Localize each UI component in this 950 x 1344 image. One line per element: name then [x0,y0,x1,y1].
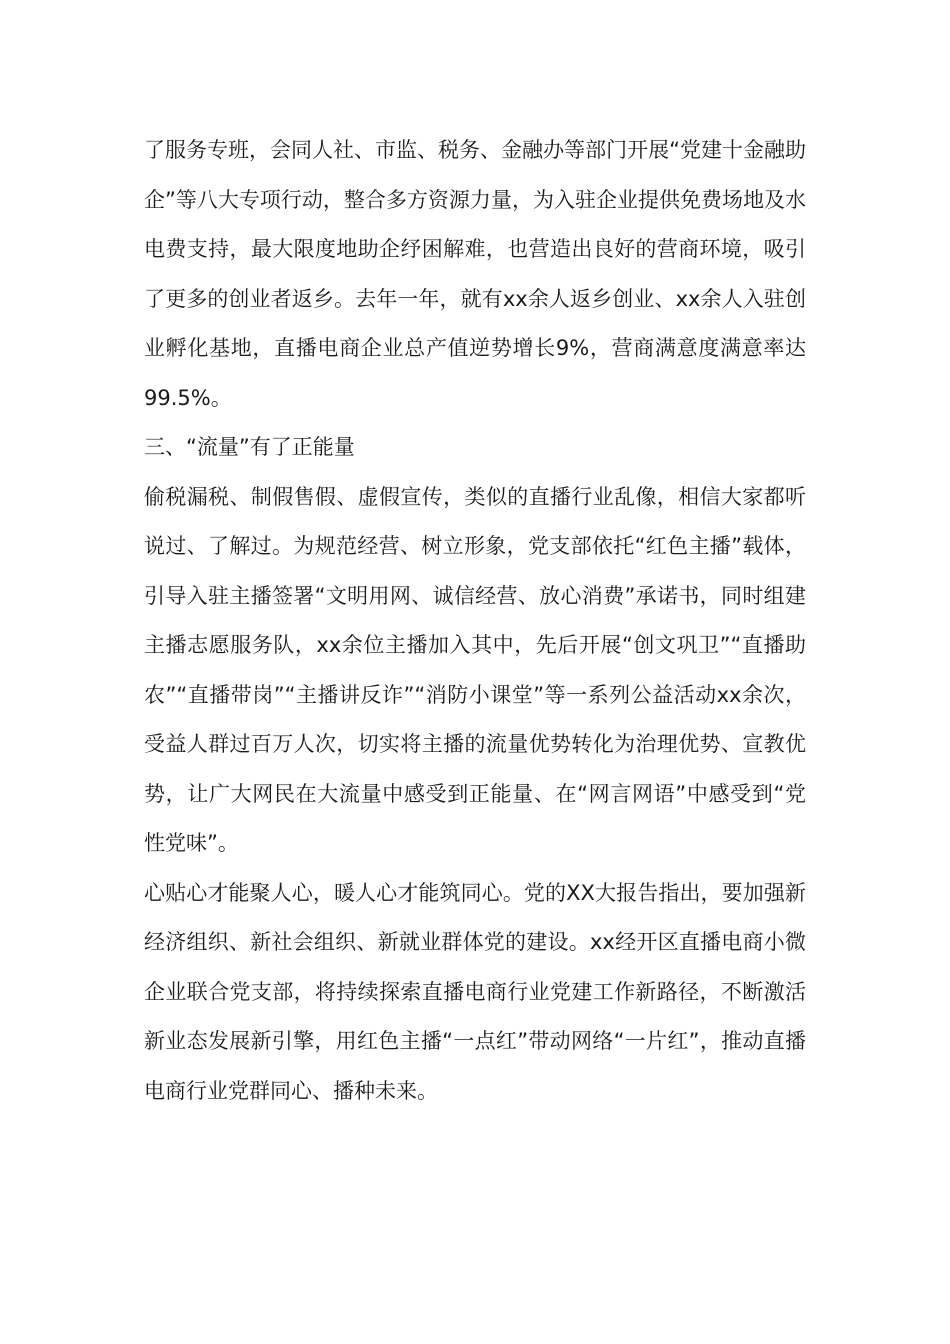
section-heading-traffic: 三、“流量”有了正能量 [144,435,355,459]
paragraph-red-anchors: 偷税漏税、制假售假、虚假宣传，类似的直播行业乱像，相信大家都听说过、了解过。为规范经营、树立形象，党支部依托“红色主播”载体，引导入驻主播签署“文明用网、诚信经营、放心消费”承诺书，同时组建主播志愿服务队，xx余位主播加入其中，先后开展“创文巩卫”“直播助农”“直播带岗”“主播讲反诈”“消防小课堂”等一系列公益活动xx余次，受益人群过百万人次，切实将主播的流量优势转化为治理优势、宣教优势，让广大网民在大流量中感受到正能量、在“网言网语”中感受到“党性党味”。 [144,484,806,855]
document-body [144,126,806,1116]
paragraph-business-environment: 了服务专班，会同人社、市监、税务、金融办等部门开展“党建十金融助企”等八大专项行动，整合多方资源力量，为入驻企业提供免费场地及水电费支持，最大限度地助企纾困解难，也营造出良好的营商环境，吸引了更多的创业者返乡。去年一年，就有xx余人返乡创业、xx余人入驻创业孵化基地，直播电商企业总产值逆势增长9%，营商满意度满意率达99.5%。 [144,138,806,410]
paragraph-conclusion: 心贴心才能聚人心，暖人心才能筑同心。党的XX大报告指出，要加强新经济组织、新社会组织、新就业群体党的建设。xx经开区直播电商小微企业联合党支部，将持续探索直播电商行业党建工作新路径，不断激活新业态发展新引擎，用红色主播“一点红”带动网络“一片红”，推动直播电商行业党群同心、播种未来。 [144,880,806,1103]
